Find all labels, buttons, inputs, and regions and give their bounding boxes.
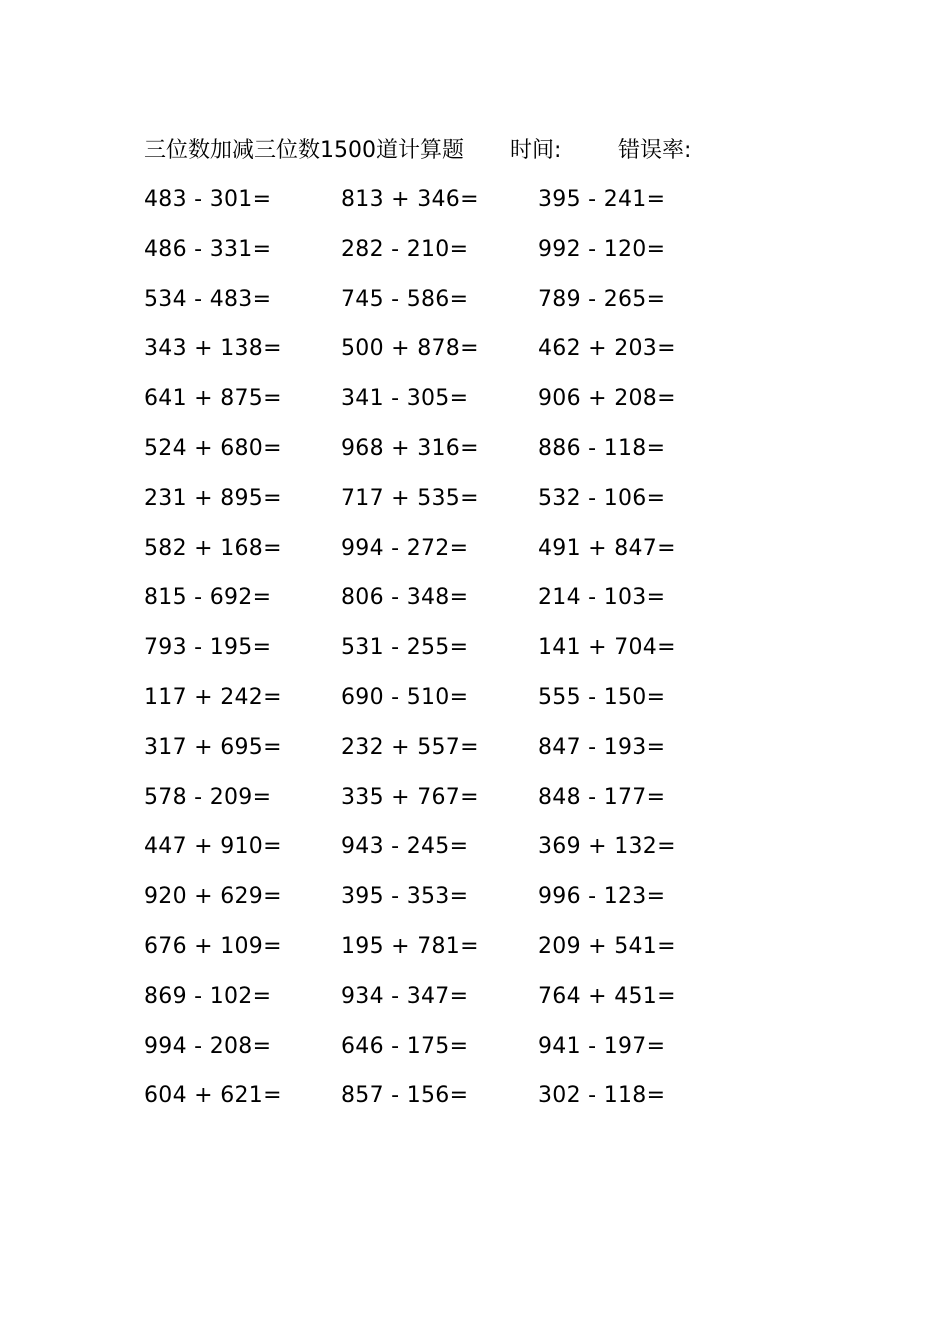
math-problem: 869 - 102=	[144, 983, 272, 1009]
math-problem: 141 + 704=	[538, 635, 676, 661]
math-problem: 282 - 210=	[341, 236, 469, 262]
math-problem: 395 - 353=	[341, 884, 469, 910]
math-problem: 848 - 177=	[538, 784, 666, 810]
math-problem: 369 + 132=	[538, 834, 676, 860]
math-problem: 886 - 118=	[538, 435, 666, 461]
math-problem: 815 - 692=	[144, 585, 272, 611]
math-problem: 676 + 109=	[144, 933, 282, 959]
math-problem: 524 + 680=	[144, 435, 282, 461]
time-label: 时间:	[510, 138, 562, 163]
math-problem: 857 - 156=	[341, 1083, 469, 1109]
math-problem: 690 - 510=	[341, 684, 469, 710]
math-problem: 231 + 895=	[144, 485, 282, 511]
math-problem: 764 + 451=	[538, 983, 676, 1009]
math-problem: 302 - 118=	[538, 1083, 666, 1109]
math-problem: 641 + 875=	[144, 386, 282, 412]
math-problem: 232 + 557=	[341, 734, 479, 760]
math-problem: 395 - 241=	[538, 187, 666, 212]
math-problem: 943 - 245=	[341, 834, 469, 860]
math-problem: 462 + 203=	[538, 336, 676, 362]
math-problem: 646 - 175=	[341, 1033, 469, 1059]
problem-column-2	[341, 182, 531, 1128]
math-problem: 335 + 767=	[341, 784, 479, 810]
math-problem: 934 - 347=	[341, 983, 469, 1009]
math-problem: 532 - 106=	[538, 485, 666, 511]
math-problem: 813 + 346=	[341, 187, 479, 212]
math-problem: 717 + 535=	[341, 485, 479, 511]
math-problem: 500 + 878=	[341, 336, 479, 362]
math-problem: 906 + 208=	[538, 386, 676, 412]
math-problem: 992 - 120=	[538, 236, 666, 262]
math-problem: 341 - 305=	[341, 386, 469, 412]
math-problem: 793 - 195=	[144, 635, 272, 661]
math-problem: 209 + 541=	[538, 933, 676, 959]
problem-column-3	[538, 182, 728, 1128]
math-problem: 806 - 348=	[341, 585, 469, 611]
page-title: 三位数加减三位数1500道计算题	[144, 138, 464, 163]
math-problem: 447 + 910=	[144, 834, 282, 860]
math-problem: 491 + 847=	[538, 535, 676, 561]
math-problem: 994 - 208=	[144, 1033, 272, 1059]
error-rate-label: 错误率:	[618, 138, 692, 163]
math-problem: 582 + 168=	[144, 535, 282, 561]
math-problem: 343 + 138=	[144, 336, 282, 362]
math-problem: 117 + 242=	[144, 684, 282, 710]
math-problem: 994 - 272=	[341, 535, 469, 561]
math-problem: 195 + 781=	[341, 933, 479, 959]
math-problem: 920 + 629=	[144, 884, 282, 910]
math-problem: 555 - 150=	[538, 684, 666, 710]
math-problem: 968 + 316=	[341, 435, 479, 461]
math-problem: 996 - 123=	[538, 884, 666, 910]
math-problem: 214 - 103=	[538, 585, 666, 611]
math-problem: 789 - 265=	[538, 286, 666, 312]
math-problem: 531 - 255=	[341, 635, 469, 661]
problem-column-1	[144, 182, 334, 1128]
math-problem: 578 - 209=	[144, 784, 272, 810]
math-problem: 847 - 193=	[538, 734, 666, 760]
math-problem: 604 + 621=	[144, 1083, 282, 1109]
math-problem: 941 - 197=	[538, 1033, 666, 1059]
math-problem: 745 - 586=	[341, 286, 469, 312]
math-problem: 483 - 301=	[144, 187, 272, 212]
math-problem: 534 - 483=	[144, 286, 272, 312]
math-problem: 317 + 695=	[144, 734, 282, 760]
math-problem: 486 - 331=	[144, 236, 272, 262]
